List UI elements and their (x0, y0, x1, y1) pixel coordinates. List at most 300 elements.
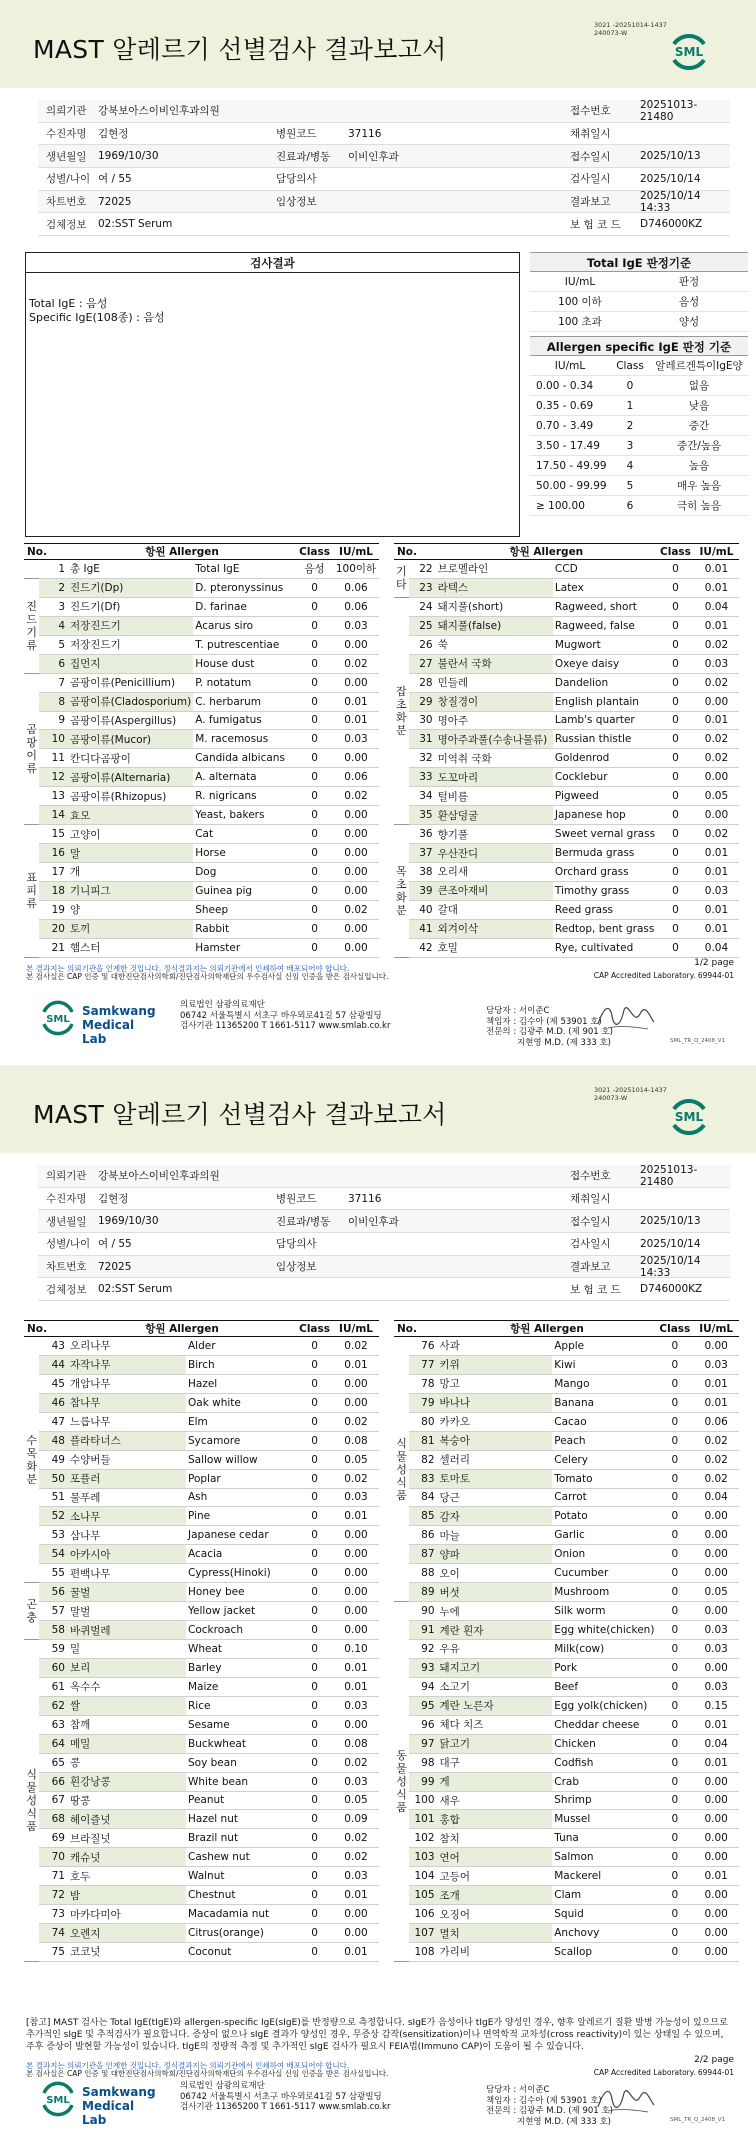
table-row (24, 1791, 379, 1810)
allergen-korean: 양 (68, 900, 193, 919)
table-header-row (24, 544, 379, 560)
criteria-class: 2 (626, 419, 634, 432)
allergen-iu: 0.02 (693, 1450, 739, 1469)
allergen-class: 0 (656, 1564, 693, 1583)
allergen-korean: 계란 노른자 (438, 1696, 553, 1715)
samkwang-logo (40, 2081, 158, 2126)
allergen-iu: 0.00 (333, 1715, 379, 1734)
allergen-english: Cucumber (552, 1564, 656, 1583)
allergen-korean: 갈대 (436, 900, 553, 919)
allergen-iu: 0.03 (333, 1696, 379, 1715)
allergen-class: 0 (656, 1526, 693, 1545)
accreditation-text: 본 검사실은 CAP 인증 및 대한진단검사의학회/진단검사의학재단의 우수검사실 신임 인증을 받은 검사실입니다. (26, 972, 389, 981)
allergen-iu: 0.03 (333, 616, 379, 635)
allergen-english: Birch (186, 1355, 296, 1374)
label-chart-no: 차트번호 (46, 196, 87, 209)
address-line-1: 의료법인 삼광의료재단 (180, 1000, 265, 1010)
table-row (394, 1393, 739, 1412)
allergen-class: 0 (296, 1412, 333, 1431)
table-row (24, 1450, 379, 1469)
table-row (394, 1810, 739, 1829)
allergen-korean: 편백나무 (68, 1564, 186, 1583)
allergen-class: 0 (657, 938, 694, 957)
row-number: 55 (39, 1564, 68, 1583)
allergen-class: 0 (296, 578, 333, 597)
allergen-korean: 버섯 (438, 1583, 553, 1602)
table-row (394, 1943, 739, 1962)
table-row (394, 749, 739, 768)
allergen-korean: 호밀 (436, 938, 553, 957)
table-row (394, 1583, 739, 1602)
allergen-korean: 명아주과풀(수송나물류) (436, 730, 553, 749)
notice-text: 본 결과지는 의뢰기관을 인계한 것입니다. 정식결과지는 의뢰기관에서 인쇄하여 배포되어야 합니다. (26, 2061, 350, 2070)
allergen-english: Japanese cedar (186, 1526, 296, 1545)
table-row (394, 1734, 739, 1753)
page-number: 2/2 page (694, 2055, 734, 2065)
allergen-iu: 0.00 (333, 1905, 379, 1924)
allergen-english: Banana (552, 1393, 656, 1412)
allergen-iu: 0.02 (333, 1829, 379, 1848)
group-label: 목 초 화 분 (394, 825, 409, 958)
allergen-english: Citrus(orange) (186, 1924, 296, 1943)
allergen-english: Redtop, bent grass (553, 919, 657, 938)
allergen-class: 0 (296, 938, 333, 957)
label-clinical-info: 임상정보 (276, 1261, 317, 1274)
allergen-iu: 0.01 (333, 1658, 379, 1677)
row-number: 78 (409, 1374, 437, 1393)
row-number: 91 (409, 1621, 437, 1640)
allergen-iu: 0.01 (693, 1867, 739, 1886)
value-report-date: 2025/10/14 14:33 (640, 189, 701, 214)
table-col-iu: IU/mL (694, 544, 739, 560)
table-row (394, 825, 739, 844)
allergen-english: C. herbarum (193, 692, 296, 711)
row-number: 62 (39, 1696, 68, 1715)
row-number: 29 (409, 692, 436, 711)
row-number: 79 (409, 1393, 437, 1412)
row-number: 67 (39, 1791, 68, 1810)
table-row (394, 1658, 739, 1677)
allergen-class: 0 (296, 1545, 333, 1564)
allergen-class: 0 (656, 1886, 693, 1905)
criteria-class: 4 (626, 459, 634, 472)
allergen-korean: 오리나무 (68, 1337, 186, 1356)
table-row (24, 1734, 379, 1753)
table-row (24, 1526, 379, 1545)
allergen-class: 0 (656, 1734, 693, 1753)
specific-criteria-row (530, 396, 748, 416)
allergen-english: Crab (552, 1772, 656, 1791)
allergen-iu: 0.00 (693, 1564, 739, 1583)
allergen-iu: 0.00 (333, 1526, 379, 1545)
criteria-class: 1 (626, 399, 634, 412)
allergen-korean: 곰팡이류(Rhizopus) (68, 787, 193, 806)
label-dob: 생년월일 (46, 1215, 87, 1228)
allergen-class: 0 (656, 1905, 693, 1924)
row-number: 30 (409, 711, 436, 730)
allergen-english: Timothy grass (553, 881, 657, 900)
table-row (394, 1677, 739, 1696)
table-row (394, 560, 739, 579)
allergen-english: Rice (186, 1696, 296, 1715)
allergen-english: T. putrescentiae (193, 635, 296, 654)
row-number: 8 (39, 692, 68, 711)
criteria-range: ≥ 100.00 (536, 499, 585, 512)
allergen-korean: 밤 (68, 1886, 186, 1905)
label-draw-date: 채취일시 (570, 1193, 611, 1206)
row-number: 97 (409, 1734, 437, 1753)
doc-code-line1: 3021 -20251014-1437 (594, 1086, 667, 1094)
allergen-korean: 홍합 (438, 1810, 553, 1829)
allergen-class: 0 (296, 1469, 333, 1488)
allergen-class: 0 (296, 1734, 333, 1753)
allergen-english: Carrot (552, 1488, 656, 1507)
allergen-english: Wheat (186, 1640, 296, 1659)
allergen-english: House dust (193, 654, 296, 673)
row-number: 86 (409, 1526, 437, 1545)
table-row (24, 578, 379, 597)
allergen-iu: 0.01 (333, 692, 379, 711)
table-row (24, 1848, 379, 1867)
table-row (394, 1905, 739, 1924)
logo-text: SML (674, 45, 704, 59)
allergen-english: Cockroach (186, 1621, 296, 1640)
row-number: 14 (39, 806, 68, 825)
row-number: 21 (39, 938, 68, 957)
row-number: 94 (409, 1677, 437, 1696)
allergen-english: Ragweed, short (553, 597, 657, 616)
allergen-class: 0 (296, 654, 333, 673)
table-row (24, 1621, 379, 1640)
allergen-class: 0 (296, 1431, 333, 1450)
table-row (394, 1715, 739, 1734)
allergen-iu: 0.03 (333, 1772, 379, 1791)
allergen-english: Onion (552, 1545, 656, 1564)
allergen-table-right (394, 543, 739, 958)
allergen-korean: 환삼덩굴 (436, 806, 553, 825)
report-title: MAST 알레르기 선별검사 결과보고서 (33, 1100, 447, 1129)
allergen-iu: 0.03 (693, 1640, 739, 1659)
allergen-english: Elm (186, 1412, 296, 1431)
row-number: 64 (39, 1734, 68, 1753)
allergen-class: 0 (296, 825, 333, 844)
allergen-english: Alder (186, 1337, 296, 1356)
label-receipt-no: 접수번호 (570, 1170, 611, 1183)
allergen-english: Sweet vernal grass (553, 825, 657, 844)
footer-address (180, 2081, 390, 2113)
table-row (24, 1602, 379, 1621)
allergen-iu: 0.05 (694, 787, 739, 806)
allergen-korean: 밀 (68, 1640, 186, 1659)
allergen-iu: 0.01 (694, 711, 739, 730)
svg-text:SML: SML (46, 1014, 70, 1025)
allergen-class: 0 (296, 749, 333, 768)
allergen-english: Silk worm (552, 1602, 656, 1621)
form-version: SML_TR_Q_2408_V1 (670, 2117, 726, 2123)
allergen-english: Salmon (552, 1848, 656, 1867)
allergen-iu: 0.03 (694, 654, 739, 673)
allergen-english: Garlic (552, 1526, 656, 1545)
allergen-iu: 0.00 (693, 1658, 739, 1677)
allergen-class: 0 (296, 1677, 333, 1696)
allergen-english: Chicken (552, 1734, 656, 1753)
allergen-english: Rye, cultivated (553, 938, 657, 957)
allergen-iu: 0.00 (333, 1621, 379, 1640)
allergen-english: Apple (552, 1337, 656, 1356)
row-number: 49 (39, 1450, 68, 1469)
allergen-iu: 0.01 (333, 1677, 379, 1696)
allergen-class: 0 (657, 749, 694, 768)
allergen-class: 0 (296, 768, 333, 787)
row-number: 22 (409, 560, 436, 579)
address-line-2: 06742 서울특별시 서초구 바우뫼로41길 57 삼광빌딩 (180, 1010, 382, 1021)
allergen-english: Cypress(Hinoki) (186, 1564, 296, 1583)
allergen-iu: 0.01 (693, 1753, 739, 1772)
table-row (24, 1431, 379, 1450)
allergen-korean: 향기풀 (436, 825, 553, 844)
allergen-iu: 0.00 (693, 1905, 739, 1924)
value-receipt-no: 20251013-21480 (640, 98, 698, 123)
criteria-panel (530, 252, 748, 516)
allergen-korean: 계란 흰자 (438, 1621, 553, 1640)
table-col-no: No. (24, 1321, 68, 1337)
table-row (394, 938, 739, 957)
allergen-class: 0 (656, 1583, 693, 1602)
table-header-row (24, 1321, 379, 1337)
allergen-iu: 0.01 (333, 1886, 379, 1905)
allergen-iu: 0.00 (333, 1564, 379, 1583)
value-specimen: 02:SST Serum (98, 1283, 173, 1296)
allergen-korean: 명아주 (436, 711, 553, 730)
table-row (394, 768, 739, 787)
allergen-korean: 망고 (438, 1374, 553, 1393)
allergen-class: 0 (656, 1924, 693, 1943)
table-col-class: Class (656, 1321, 693, 1337)
row-number: 96 (409, 1715, 437, 1734)
allergen-class: 0 (656, 1640, 693, 1659)
allergen-english: Celery (552, 1450, 656, 1469)
allergen-korean: 헤이즐넛 (68, 1810, 186, 1829)
row-number: 41 (409, 919, 436, 938)
allergen-english: Acacia (186, 1545, 296, 1564)
allergen-english: Anchovy (552, 1924, 656, 1943)
allergen-iu: 0.02 (333, 1337, 379, 1356)
allergen-class: 0 (296, 844, 333, 863)
row-number: 37 (409, 844, 436, 863)
allergen-english: Cheddar cheese (552, 1715, 656, 1734)
sig-specialist-2: 지현영 M.D. (제 333 호) (517, 1037, 612, 1048)
row-number: 43 (39, 1337, 68, 1356)
info-row (38, 1210, 730, 1233)
label-hospital-code: 병원코드 (276, 128, 317, 141)
row-number: 10 (39, 730, 68, 749)
group-label (24, 560, 39, 579)
criteria-col-iu: IU/mL (564, 275, 596, 288)
allergen-iu: 0.09 (333, 1810, 379, 1829)
row-number: 44 (39, 1355, 68, 1374)
table-row (24, 616, 379, 635)
allergen-iu: 0.00 (693, 1943, 739, 1962)
company-name-1: Samkwang (82, 2085, 156, 2099)
allergen-class: 0 (656, 1696, 693, 1715)
allergen-class: 0 (656, 1337, 693, 1356)
allergen-class: 0 (296, 1640, 333, 1659)
allergen-english: Mushroom (552, 1583, 656, 1602)
group-label: 동 물 성 식 품 (394, 1602, 409, 1962)
allergen-english: Clam (552, 1886, 656, 1905)
allergen-class: 0 (296, 1753, 333, 1772)
specific-criteria-rows (530, 376, 748, 516)
allergen-class: 0 (296, 673, 333, 692)
group-label: 진 드 기 류 (24, 578, 39, 673)
allergen-korean: 코코넛 (68, 1943, 186, 1962)
allergen-iu: 0.03 (333, 1488, 379, 1507)
specific-criteria-row (530, 376, 748, 396)
sig-manager: 담당자 : 서이준C (486, 1006, 550, 1016)
allergen-korean: 누에 (438, 1602, 553, 1621)
row-number: 51 (39, 1488, 68, 1507)
value-receipt-date: 2025/10/13 (640, 150, 701, 163)
allergen-english: Maize (186, 1677, 296, 1696)
label-patient-name: 수진자명 (46, 128, 87, 141)
row-number: 6 (39, 654, 68, 673)
row-number: 98 (409, 1753, 437, 1772)
allergen-iu: 0.06 (333, 768, 379, 787)
table-row (24, 787, 379, 806)
allergen-english: Latex (553, 578, 657, 597)
row-number: 85 (409, 1507, 437, 1526)
row-number: 68 (39, 1810, 68, 1829)
value-hospital-code: 37116 (348, 1192, 382, 1205)
allergen-iu: 0.03 (694, 881, 739, 900)
allergen-english: Rabbit (193, 919, 296, 938)
allergen-english: Sycamore (186, 1431, 296, 1450)
table-row (24, 1810, 379, 1829)
row-number: 63 (39, 1715, 68, 1734)
allergen-iu: 0.01 (694, 616, 739, 635)
table-row (24, 560, 379, 579)
criteria-range: 100 초과 (558, 316, 602, 328)
row-number: 74 (39, 1924, 68, 1943)
row-number: 80 (409, 1412, 437, 1431)
table-row (394, 863, 739, 882)
row-number: 70 (39, 1848, 68, 1867)
group-label: 수 목 화 분 (24, 1337, 39, 1583)
allergen-class: 0 (296, 919, 333, 938)
value-chart-no: 72025 (98, 195, 132, 208)
allergen-english: Russian thistle (553, 730, 657, 749)
allergen-iu: 0.02 (693, 1469, 739, 1488)
doc-code (594, 1086, 667, 1102)
table-row (24, 1867, 379, 1886)
allergen-english: Coconut (186, 1943, 296, 1962)
table-col-allergen: 항원 Allergen (68, 1321, 296, 1337)
allergen-iu: 0.02 (694, 825, 739, 844)
accreditation-text: 본 검사실은 CAP 인증 및 대한진단검사의학회/진단검사의학재단의 우수검사실 신임 인증을 받은 검사실입니다. (26, 2069, 389, 2078)
allergen-iu: 0.00 (693, 1848, 739, 1867)
row-number: 18 (39, 881, 68, 900)
allergen-english: A. alternata (193, 768, 296, 787)
allergen-class: 0 (656, 1829, 693, 1848)
allergen-korean: 연어 (438, 1848, 553, 1867)
allergen-class: 0 (657, 863, 694, 882)
table-row (394, 1374, 739, 1393)
allergen-korean: 칸디다곰팡이 (68, 749, 193, 768)
table-row (394, 597, 739, 616)
table-row (24, 1374, 379, 1393)
company-name-2: Medical Lab (82, 2099, 135, 2126)
allergen-english: Brazil nut (186, 1829, 296, 1848)
allergen-korean: 오리새 (436, 863, 553, 882)
table-row (394, 578, 739, 597)
allergen-iu: 0.02 (333, 1469, 379, 1488)
allergen-iu: 0.03 (693, 1355, 739, 1374)
value-institution: 강북보아스이비인후과의원 (98, 105, 220, 118)
total-ige-criteria-title: Total IgE 판정기준 (530, 252, 748, 272)
table-row (24, 673, 379, 692)
label-hospital-code: 병원코드 (276, 1193, 317, 1206)
table-row (394, 1450, 739, 1469)
table-row (24, 806, 379, 825)
sml-footer-icon (40, 2081, 76, 2117)
company-name-1: Samkwang (82, 1004, 156, 1018)
table-row (24, 1564, 379, 1583)
table-row (24, 692, 379, 711)
table-row (394, 1507, 739, 1526)
info-row (38, 1188, 730, 1211)
row-number: 95 (409, 1696, 437, 1715)
allergen-class: 0 (296, 1829, 333, 1848)
allergen-english: Scallop (552, 1943, 656, 1962)
row-number: 15 (39, 825, 68, 844)
allergen-korean: 닭고기 (438, 1734, 553, 1753)
allergen-class: 0 (656, 1412, 693, 1431)
allergen-iu: 0.02 (693, 1431, 739, 1450)
allergen-class: 0 (657, 673, 694, 692)
allergen-table-right (394, 1320, 739, 1962)
label-department: 진료과/병동 (276, 1215, 331, 1228)
allergen-korean: 우산잔디 (436, 844, 553, 863)
allergen-table-left (24, 1320, 379, 1962)
allergen-class: 0 (296, 1848, 333, 1867)
allergen-korean: 기니피그 (68, 881, 193, 900)
allergen-korean: 곰팡이류(Cladosporium) (68, 692, 193, 711)
label-insurance-code: 보 험 코 드 (570, 1283, 621, 1296)
page-number: 1/2 page (694, 958, 734, 968)
allergen-english: Oxeye daisy (553, 654, 657, 673)
allergen-korean: 진드기(Dp) (68, 578, 193, 597)
allergen-iu: 0.01 (694, 919, 739, 938)
table-row (24, 1677, 379, 1696)
report-page-2 (0, 1065, 756, 2126)
table-header-row (394, 1321, 739, 1337)
allergen-iu: 0.00 (694, 692, 739, 711)
row-number: 19 (39, 900, 68, 919)
table-col-allergen: 항원 Allergen (68, 544, 296, 560)
allergen-english: Mackerel (552, 1867, 656, 1886)
allergen-english: Cashew nut (186, 1848, 296, 1867)
allergen-english: Pigweed (553, 787, 657, 806)
row-number: 26 (409, 635, 436, 654)
criteria-class: 6 (626, 499, 634, 512)
info-row (38, 168, 730, 191)
value-sex-age: 여 / 55 (98, 1238, 132, 1251)
allergen-iu: 0.03 (333, 1867, 379, 1886)
allergen-class: 0 (657, 711, 694, 730)
table-row (394, 1772, 739, 1791)
table-row (394, 1564, 739, 1583)
allergen-english: Mugwort (553, 635, 657, 654)
